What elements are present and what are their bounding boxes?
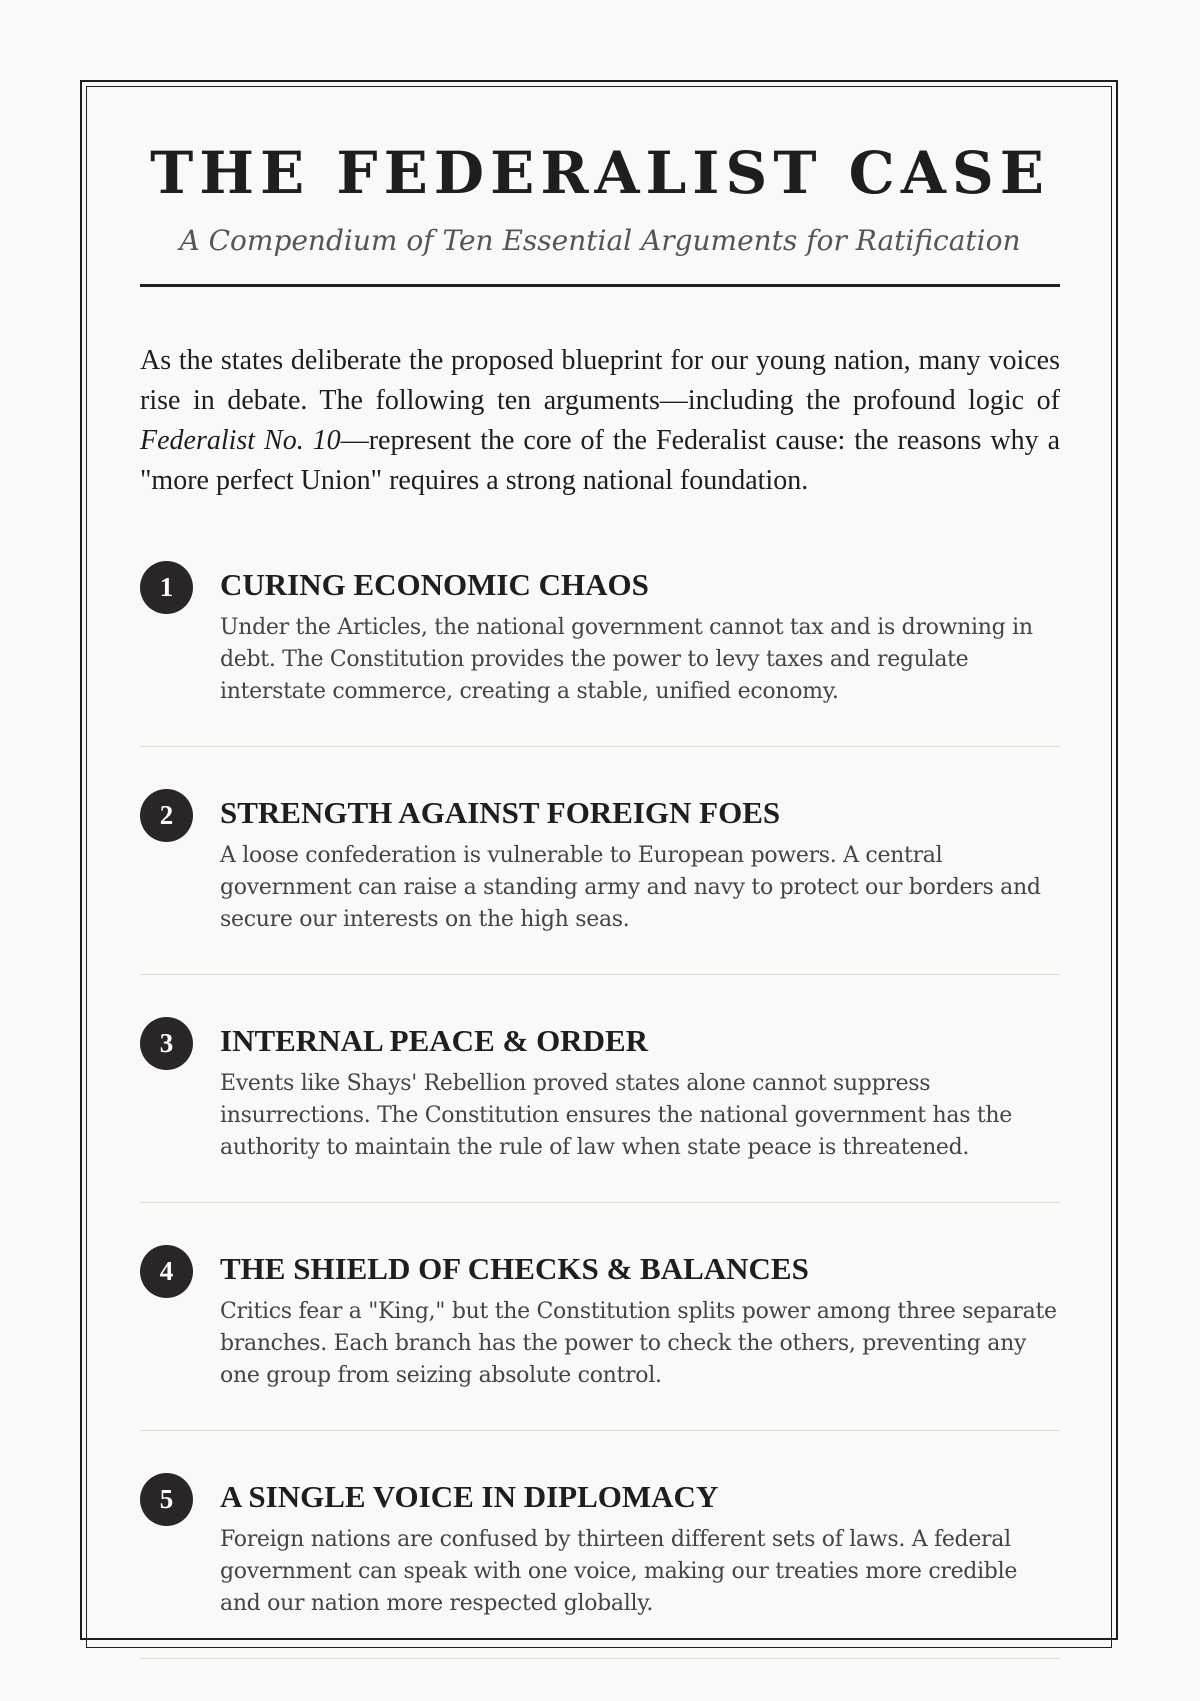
argument-title: CURING ECONOMIC CHAOS [220, 566, 649, 602]
argument-item [140, 1017, 1060, 1203]
argument-body: Critics fear a "King," but the Constitution splits power among three separate branches. Each branch has the power to check the others, preventing any one group from seizing absolute control. [220, 1298, 1057, 1388]
document-content [140, 140, 1060, 1701]
argument-body: Foreign nations are confused by thirteen different sets of laws. A federal government can speak with one voice, making our treaties more credible and our nation more respected globally. [220, 1526, 1018, 1616]
intro-emphasis: Federalist No. 10 [140, 424, 341, 456]
argument-title: INTERNAL PEACE & ORDER [220, 1022, 649, 1058]
argument-body: Under the Articles, the national government cannot tax and is drowning in debt. The Constitution provides the power to levy taxes and regulate interstate commerce, creating a stable, unified economy. [220, 614, 1033, 704]
argument-item [140, 1473, 1060, 1659]
argument-number-badge: 1 [140, 561, 193, 614]
argument-number-badge: 4 [140, 1245, 193, 1298]
intro-text-end: —represent the core of the Federalist cause: the reasons why a "more perfect Union" requires a strong national foundation. [140, 424, 1060, 496]
argument-title: THE SHIELD OF CHECKS & BALANCES [220, 1250, 809, 1286]
intro-paragraph [140, 341, 1060, 501]
argument-body: Events like Shays' Rebellion proved states alone cannot suppress insurrections. The Constitution ensures the national government has the authority to maintain the rule of law when state peace is threatened. [220, 1070, 1013, 1160]
intro-text-start: As the states deliberate the proposed blueprint for our young nation, many voices rise in debate. The following ten arguments—including the profound logic of [140, 344, 1060, 416]
argument-number-badge: 3 [140, 1017, 193, 1070]
argument-item [140, 789, 1060, 975]
argument-title: STRENGTH AGAINST FOREIGN FOES [220, 794, 781, 830]
argument-body: A loose confederation is vulnerable to European powers. A central government can raise a standing army and navy to protect our borders and secure our interests on the high seas. [220, 842, 1041, 932]
page-subtitle: A Compendium of Ten Essential Arguments for Ratification [179, 224, 1021, 257]
title-divider [140, 284, 1060, 287]
argument-number-badge: 2 [140, 789, 193, 842]
argument-item [140, 561, 1060, 747]
argument-list [140, 561, 1060, 1659]
argument-title: A SINGLE VOICE IN DIPLOMACY [220, 1478, 719, 1514]
argument-number-badge: 5 [140, 1473, 193, 1526]
argument-item [140, 1245, 1060, 1431]
page-title: THE FEDERALIST CASE [150, 139, 1050, 207]
